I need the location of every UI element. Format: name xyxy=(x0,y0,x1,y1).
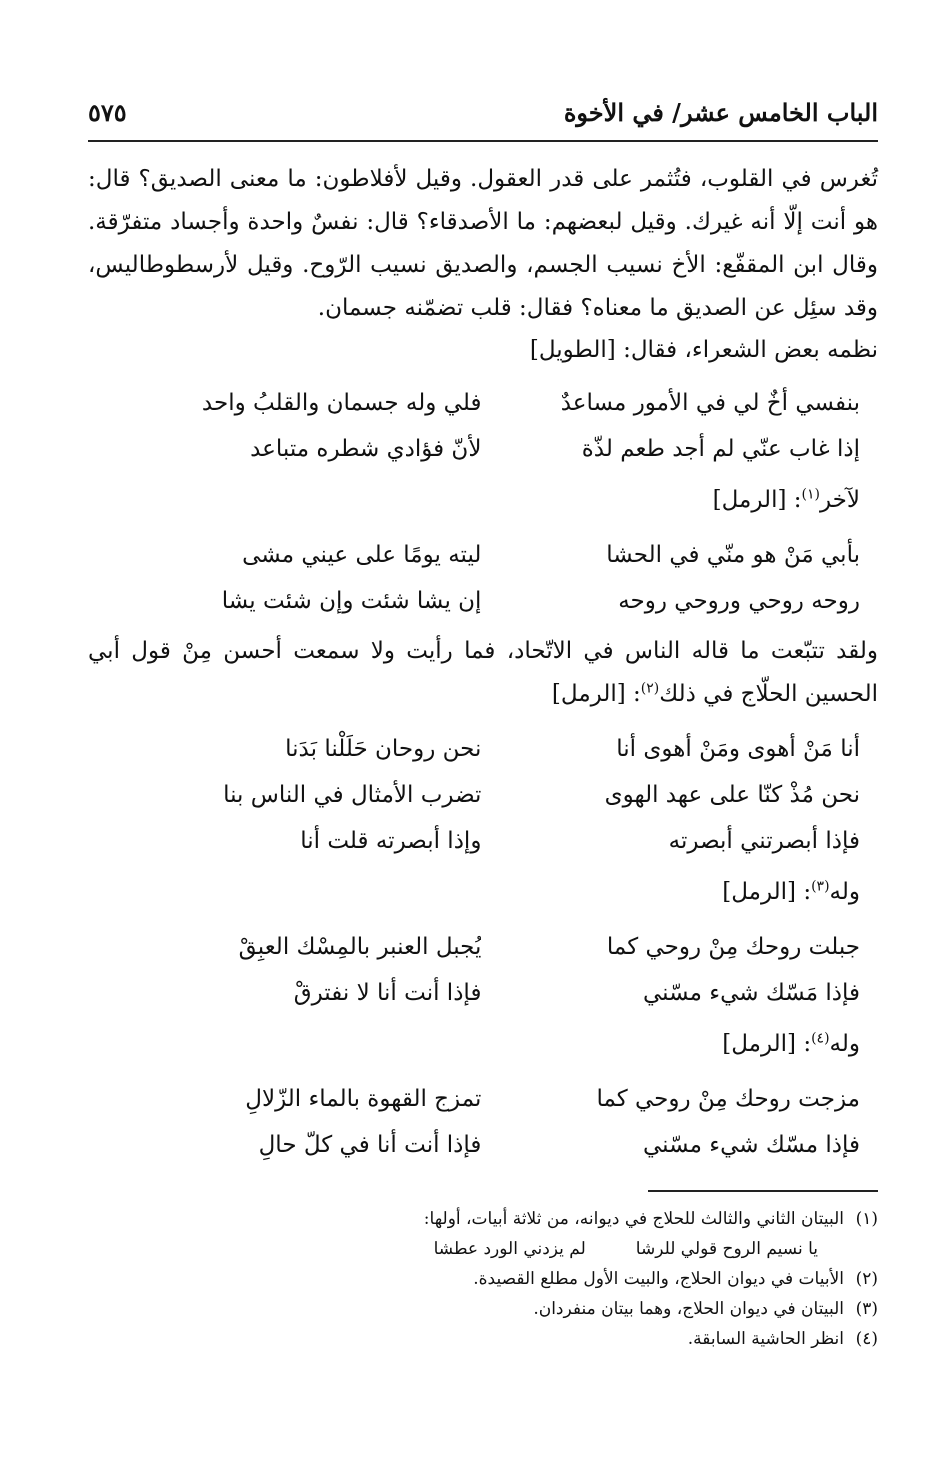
hemistich-second: فلي وله جسمان والقلبُ واحد xyxy=(201,390,482,416)
intro-text: وله xyxy=(829,1031,860,1057)
footnote-item xyxy=(88,1264,878,1294)
verse-line xyxy=(88,1076,878,1122)
paragraph: تُغرس في القلوب، فتُثمر على قدر العقول. وقيل لأفلاطون: ما معنى الصديق؟ قال: هو أنت إلّا أنه غيرك. وقيل لبعضهم: ما الأصدقاء؟ قال: نفسٌ واحدة وأجساد متفرّقة. وقال ابن المقفّع: الأخ نسيب الجسم، والصديق نسيب الرّوح. وقيل لأرسطوطاليس، وقد سئِل عن الصديق ما معناه؟ فقال: قلب تضمّنه جسمان. xyxy=(88,166,878,321)
footnote-ref[interactable]: (١) xyxy=(801,486,820,503)
hemistich-first: فإذا مسّك شيء مسّني xyxy=(643,1132,860,1158)
hemistich-first: فإذا مَسّك شيء مسّني xyxy=(643,980,860,1006)
verse-line xyxy=(88,772,878,818)
hemistich-second: نحن روحان حَلَلْنا بَدَنا xyxy=(285,736,482,762)
footnote-ref[interactable]: (٣) xyxy=(811,878,830,895)
verse-line xyxy=(88,924,878,970)
footnote-item xyxy=(88,1324,878,1354)
verse-line xyxy=(88,726,878,772)
meter-label: : [الرمل] xyxy=(712,487,802,513)
poem-intro xyxy=(88,1022,878,1066)
meter-label: : [الرمل] xyxy=(722,879,812,905)
footnote-hemistich-first: يا نسيم الروح قولي للرشا xyxy=(635,1239,818,1259)
footnote-verse xyxy=(88,1234,878,1264)
poem-tawil xyxy=(88,380,878,472)
footnote-ref[interactable]: (٤) xyxy=(811,1030,830,1047)
hemistich-first: بنفسي أخٌ لي في الأمور مساعدٌ xyxy=(560,390,860,416)
paragraph-meter: نظمه بعض الشعراء، فقال: [الطويل] xyxy=(529,337,878,363)
footnotes xyxy=(88,1204,878,1354)
verse-line xyxy=(88,818,878,864)
hemistich-first: أنا مَنْ أهوى ومَنْ أهوى أنا xyxy=(616,736,860,762)
hemistich-second: وإذا أبصرته قلت أنا xyxy=(300,828,482,854)
hemistich-first: فإذا أبصرتني أبصرته xyxy=(668,828,860,854)
verse-line xyxy=(88,426,878,472)
verse-line xyxy=(88,1122,878,1168)
meter-label: : [الرمل] xyxy=(722,1031,812,1057)
footnote-number: (٤) xyxy=(855,1329,878,1349)
footnote-text: الأبيات في ديوان الحلاج، والبيت الأول مطلع القصيدة. xyxy=(473,1269,844,1289)
hemistich-second: لأنّ فؤادي شطره متباعد xyxy=(250,436,482,462)
footnote-item xyxy=(88,1204,878,1234)
footnote-item xyxy=(88,1294,878,1324)
intro-text: وله xyxy=(829,879,860,905)
hemistich-first: روحه روحي وروحي روحه xyxy=(618,588,860,614)
footnote-hemistich-second: لم يزدني الورد عطشا xyxy=(433,1239,586,1259)
footnote-text: البيتان في ديوان الحلاج، وهما بيتان منفردان. xyxy=(533,1299,844,1319)
hemistich-second: يُجبل العنبر بالمِسْك العبِقْ xyxy=(238,934,482,960)
paragraph xyxy=(88,630,878,716)
poem-ramal-4 xyxy=(88,1076,878,1168)
hemistich-first: نحن مُذْ كنّا على عهد الهوى xyxy=(604,782,860,808)
verse-line xyxy=(88,970,878,1016)
paragraph-text: ولقد تتبّعت ما قاله الناس في الاتّحاد، فما رأيت ولا سمعت أحسن مِنْ قول أبي الحسين الحلّاج في ذلك xyxy=(88,638,878,707)
hemistich-second: تمزج القهوة بالماء الزّلالِ xyxy=(245,1086,482,1112)
hemistich-second: تضرب الأمثال في الناس بنا xyxy=(223,782,482,808)
hemistich-first: بأبي مَنْ هو منّي في الحشا xyxy=(606,542,860,568)
verse-line xyxy=(88,532,878,578)
body-text-2 xyxy=(88,630,878,716)
hemistich-second: فإذا أنت أنا في كلّ حالِ xyxy=(258,1132,482,1158)
running-head: الباب الخامس عشر/ في الأخوة xyxy=(563,98,878,127)
poem-intro xyxy=(88,478,878,522)
intro-text: لآخر xyxy=(819,487,860,513)
footnote-number: (٢) xyxy=(855,1269,878,1289)
footnote-divider xyxy=(648,1190,878,1192)
page-header xyxy=(88,92,878,142)
poem-ramal-3 xyxy=(88,924,878,1016)
footnote-text: البيتان الثاني والثالث للحلاج في ديوانه، من ثلاثة أبيات، أولها: xyxy=(423,1209,844,1229)
book-page xyxy=(88,92,878,1392)
page-number: ٥٧٥ xyxy=(88,98,127,127)
hemistich-second: فإذا أنت أنا لا نفترقْ xyxy=(293,980,482,1006)
hemistich-first: إذا غاب عنّي لم أجد طعم لذّة xyxy=(581,436,860,462)
hemistich-first: مزجت روحك مِنْ روحي كما xyxy=(596,1086,860,1112)
verse-line xyxy=(88,380,878,426)
footnote-ref[interactable]: (٢) xyxy=(640,680,660,697)
meter-label: : [الرمل] xyxy=(551,681,641,707)
hemistich-first: جبلت روحك مِنْ روحي كما xyxy=(606,934,860,960)
poem-intro xyxy=(88,870,878,914)
hemistich-second: ليته يومًا على عيني مشى xyxy=(242,542,482,568)
footnote-number: (١) xyxy=(855,1209,878,1229)
footnote-number: (٣) xyxy=(855,1299,878,1319)
verse-line xyxy=(88,578,878,624)
poem-ramal-2 xyxy=(88,726,878,864)
body-text xyxy=(88,158,878,370)
poem-ramal-1 xyxy=(88,532,878,624)
footnote-text: انظر الحاشية السابقة. xyxy=(687,1329,844,1349)
hemistich-second: إن يشا شئت وإن شئت يشا xyxy=(221,588,482,614)
